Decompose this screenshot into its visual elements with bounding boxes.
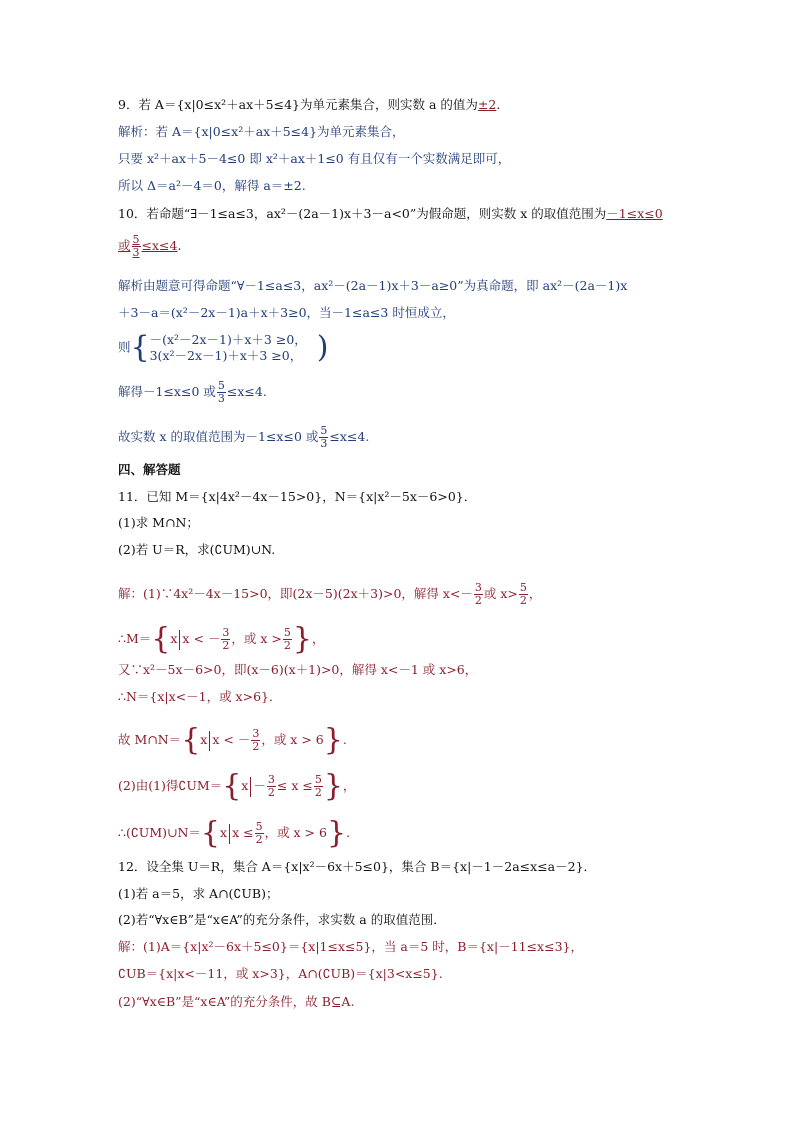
q11-part-1: (1)求 M∩N； xyxy=(118,515,199,530)
q12-part-1: (1)若 a＝5，求 A∩(∁UB)； xyxy=(118,886,279,901)
left-brace: { xyxy=(222,768,242,804)
q10-answer-part-2: 或 $\frac{5}{3}$ ≤x≤4. xyxy=(118,233,182,259)
fraction: $\frac{3}{2}$ xyxy=(474,581,482,607)
q10-stem: 10．若命题“∃－1≤a≤3，ax²－(2a－1)x＋3－a<0”为假命题，则实数 x 的取值范围为－1≤x≤0 xyxy=(118,206,663,221)
q11-solution-line-4: ∴N＝{x|x<－1，或 x>6}． xyxy=(118,689,282,704)
fraction: $\frac{5}{3}$ xyxy=(217,379,225,405)
q12-solution-line-2: ∁UB＝{x|x<－11，或 x>3}，A∩(∁UB)＝{x|3<x≤5}. xyxy=(118,966,443,981)
q11-solution-line-5: 故 M∩N＝{x x < － $\frac{3}{2}$ ，或 x > 6}. xyxy=(118,722,347,758)
left-brace: { xyxy=(200,815,220,851)
fraction: $\frac{5}{3}$ xyxy=(132,233,140,259)
q11-solution-line-6: (2)由(1)得∁UM＝{x － $\frac{3}{2}$ ≤ x ≤ $\frac{5}{2}$ }， xyxy=(118,768,356,804)
fraction: $\frac{5}{2}$ xyxy=(255,820,263,846)
q11-solution-line-7: ∴(∁UM)∪N＝{x x ≤ $\frac{5}{2}$ ，或 x > 6}. xyxy=(118,815,351,851)
fraction: $\frac{5}{2}$ xyxy=(519,581,527,607)
case-list: －(x²－2x－1)＋x＋3 ≥0， 3(x²－2x－1)＋x＋3 ≥0， xyxy=(149,332,307,363)
q11-part-2: (2)若 U＝R，求(∁UM)∪N. xyxy=(118,542,276,557)
q9-solution-line-3: 所以 Δ＝a²－4＝0，解得 a＝±2. xyxy=(118,178,306,193)
q10-solution-line-4: 解得－1≤x≤0 或 $\frac{5}{3}$ ≤x≤4. xyxy=(118,379,267,405)
q9-answer: ±2 xyxy=(477,97,497,112)
q9-stem: 9．若 A＝{x|0≤x²＋ax＋5≤4}为单元素集合，则实数 a 的值为±2. xyxy=(118,97,501,112)
left-brace: { xyxy=(181,722,201,758)
q11-solution-line-3: 又∵x²－5x－6>0，即(x－6)(x＋1)>0，解得 x<－1 或 x>6， xyxy=(118,662,478,677)
right-brace: } xyxy=(323,768,343,804)
q12-part-2: (2)若“∀x∈B”是“x∈A”的充分条件，求实数 a 的取值范围． xyxy=(118,912,446,927)
right-paren: ) xyxy=(316,330,329,365)
q9-solution-line-1: 解析：若 A＝{x|0≤x²＋ax＋5≤4}为单元素集合， xyxy=(118,124,405,139)
fraction: $\frac{3}{2}$ xyxy=(252,727,260,753)
right-brace: } xyxy=(326,815,347,851)
q11-solution-line-2: ∴M＝{x x < － $\frac{3}{2}$ ，或 x > $\frac{5}{2}$ }， xyxy=(118,621,325,657)
q10-solution-line-2: ＋3－a＝(x²－2x－1)a＋x＋3≥0，当－1≤a≤3 时恒成立， xyxy=(118,305,455,320)
q10-solution-system: 则{ －(x²－2x－1)＋x＋3 ≥0， 3(x²－2x－1)＋x＋3 ≥0， ) xyxy=(118,330,329,365)
fraction: $\frac{3}{2}$ xyxy=(267,773,275,799)
q10-solution-line-1: 解析由题意可得命题“∀－1≤a≤3，ax²－(2a－1)x＋3－a≥0”为真命题，即 ax²－(2a－1)x xyxy=(118,278,628,293)
right-brace: } xyxy=(292,621,312,657)
set-bar xyxy=(250,777,251,797)
set-bar xyxy=(179,630,180,650)
fraction: $\frac{3}{2}$ xyxy=(222,626,230,652)
set-bar xyxy=(209,731,210,751)
q12-stem: 12．设全集 U＝R，集合 A＝{x|x²－6x＋5≤0}，集合 B＝{x|－1－2a≤x≤a－2}． xyxy=(118,859,597,874)
q12-solution-line-3: (2)“∀x∈B”是“x∈A”的充分条件，故 B⊆A. xyxy=(118,994,355,1009)
q11-solution-line-1: 解：(1)∵4x²－4x－15>0，即(2x－5)(2x＋3)>0，解得 x<－ $\frac{3}{2}$ 或 x> $\frac{5}{2}$ ， xyxy=(118,581,542,607)
q9-solution-line-2: 只要 x²＋ax＋5－4≤0 即 x²＋ax＋1≤0 有且仅有一个实数满足即可， xyxy=(118,151,511,166)
q10-solution-line-5: 故实数 x 的取值范围为－1≤x≤0 或 $\frac{5}{3}$ ≤x≤4. xyxy=(118,424,370,450)
fraction: $\frac{5}{2}$ xyxy=(314,773,322,799)
q12-solution-line-1: 解：(1)A＝{x|x²－6x＋5≤0}＝{x|1≤x≤5}，当 a＝5 时，B＝{x|－11≤x≤3}， xyxy=(118,939,583,954)
section-heading: 四、解答题 xyxy=(118,462,181,477)
fraction: $\frac{5}{3}$ xyxy=(320,424,328,450)
set-bar xyxy=(229,824,230,844)
fraction: $\frac{5}{2}$ xyxy=(283,626,291,652)
q10-answer-part-1: －1≤x≤0 xyxy=(606,206,663,221)
left-brace: { xyxy=(151,621,171,657)
right-brace: } xyxy=(323,722,343,758)
q11-stem: 11．已知 M＝{x|4x²－4x－15>0}，N＝{x|x²－5x－6>0}． xyxy=(118,489,477,504)
left-brace: { xyxy=(130,330,150,365)
